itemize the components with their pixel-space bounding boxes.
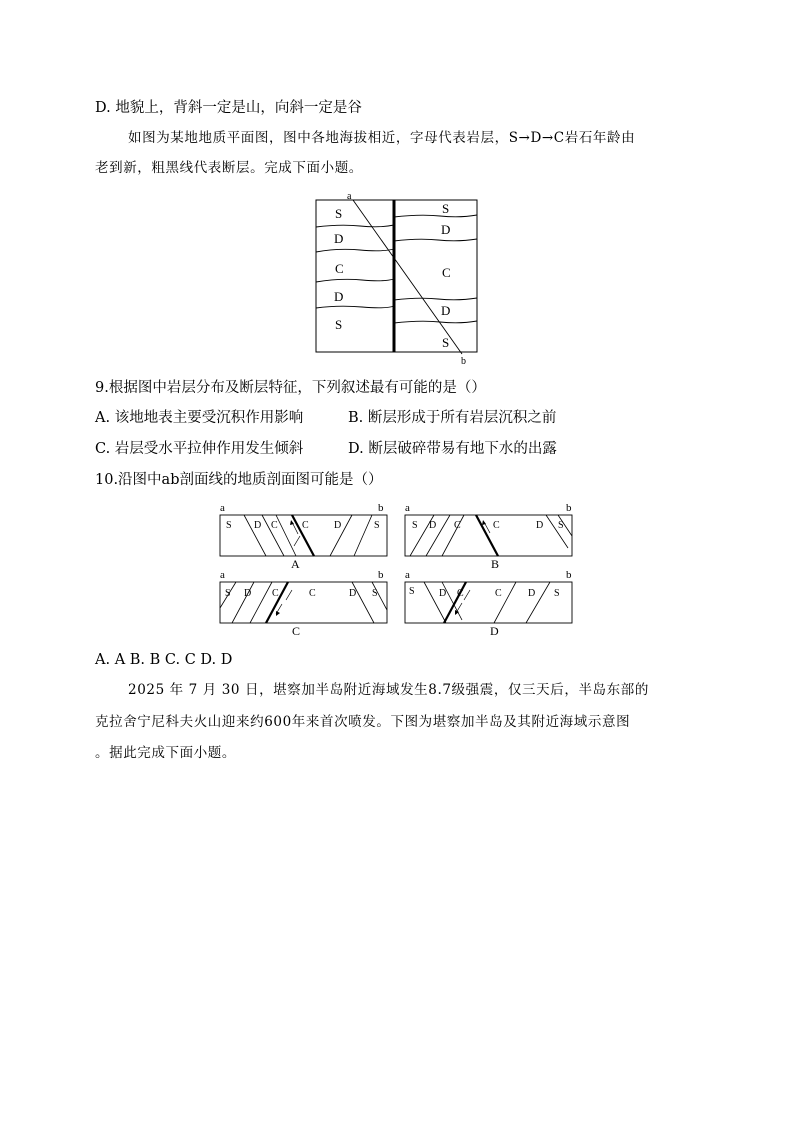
section-A-caption: A [291, 557, 300, 571]
section-A [220, 502, 387, 571]
svg-text:D: D [439, 588, 447, 599]
question-9-option-c: C. 岩层受水平拉伸作用发生倾斜 [95, 441, 304, 457]
svg-text:D: D [536, 520, 544, 531]
map-right-layer: S [442, 201, 450, 216]
map-right-layer: S [442, 335, 450, 350]
intro-line-2: 老到新，粗黑线代表断层。完成下面小题。 [95, 160, 363, 176]
svg-text:b: b [566, 502, 572, 514]
geologic-plan-map [310, 190, 485, 365]
svg-text:D: D [254, 520, 262, 531]
svg-text:S: S [558, 520, 564, 531]
svg-text:C: C [454, 520, 461, 531]
svg-text:a: a [220, 569, 225, 581]
map-label-a: a [347, 191, 352, 202]
svg-text:S: S [554, 588, 560, 599]
section-D [405, 569, 572, 638]
svg-text:D: D [429, 520, 437, 531]
map-label-b: b [461, 356, 466, 365]
svg-text:D: D [244, 588, 252, 599]
svg-text:C: C [457, 588, 464, 599]
svg-text:S: S [409, 586, 415, 597]
map-right-layer: C [442, 265, 451, 280]
passage-line-2: 克拉舍宁尼科夫火山迎来约600年来首次喷发。下图为堪察加半岛及其附近海域示意图 [95, 714, 631, 730]
question-10-stem: 10.沿图中ab剖面线的地质剖面图可能是（） [95, 472, 383, 488]
question-9-option-a: A. 该地地表主要受沉积作用影响 [95, 410, 304, 426]
section-D-caption: D [490, 624, 499, 638]
map-left-layer: S [335, 317, 343, 332]
passage-line-3: 。据此完成下面小题。 [95, 745, 236, 761]
svg-text:C: C [302, 520, 309, 531]
question-9-option-d: D. 断层破碎带易有地下水的出露 [348, 441, 557, 457]
svg-text:C: C [493, 520, 500, 531]
question-9-option-b: B. 断层形成于所有岩层沉积之前 [348, 410, 557, 426]
cross-section-diagrams [214, 500, 584, 645]
svg-text:S: S [226, 520, 232, 531]
section-B [405, 502, 572, 571]
svg-text:C: C [272, 588, 279, 599]
map-left-layer: C [335, 261, 344, 276]
svg-text:D: D [334, 520, 342, 531]
svg-text:a: a [405, 502, 410, 514]
svg-text:C: C [271, 520, 278, 531]
svg-text:S: S [374, 520, 380, 531]
question-9-stem: 9.根据图中岩层分布及断层特征，下列叙述最有可能的是（） [95, 380, 486, 396]
svg-text:a: a [220, 502, 225, 514]
svg-text:S: S [372, 588, 378, 599]
svg-text:C: C [495, 588, 502, 599]
previous-option-d: D. 地貌上，背斜一定是山，向斜一定是谷 [95, 100, 362, 116]
svg-text:a: a [405, 569, 410, 581]
svg-text:b: b [378, 502, 384, 514]
svg-text:S: S [225, 588, 231, 599]
section-B-caption: B [491, 557, 500, 571]
map-right-layer: D [441, 303, 451, 318]
question-10-answers: A. A B. B C. C D. D [95, 652, 233, 668]
svg-text:b: b [378, 569, 384, 581]
svg-text:b: b [566, 569, 572, 581]
map-left-layer: D [334, 289, 344, 304]
passage-line-1: 2025 年 7 月 30 日，堪察加半岛附近海域发生8.7级强震，仅三天后，半岛东部的 [128, 682, 649, 698]
map-right-layer: D [441, 222, 451, 237]
intro-line-1: 如图为某地地质平面图，图中各地海拔相近，字母代表岩层，S→D→C岩石年龄由 [128, 130, 636, 146]
section-C [220, 569, 387, 638]
map-left-layer: D [334, 231, 344, 246]
svg-text:C: C [309, 588, 316, 599]
svg-text:D: D [528, 588, 536, 599]
section-C-caption: C [292, 624, 301, 638]
svg-text:D: D [349, 588, 357, 599]
svg-text:S: S [412, 520, 418, 531]
map-left-layer: S [335, 206, 343, 221]
